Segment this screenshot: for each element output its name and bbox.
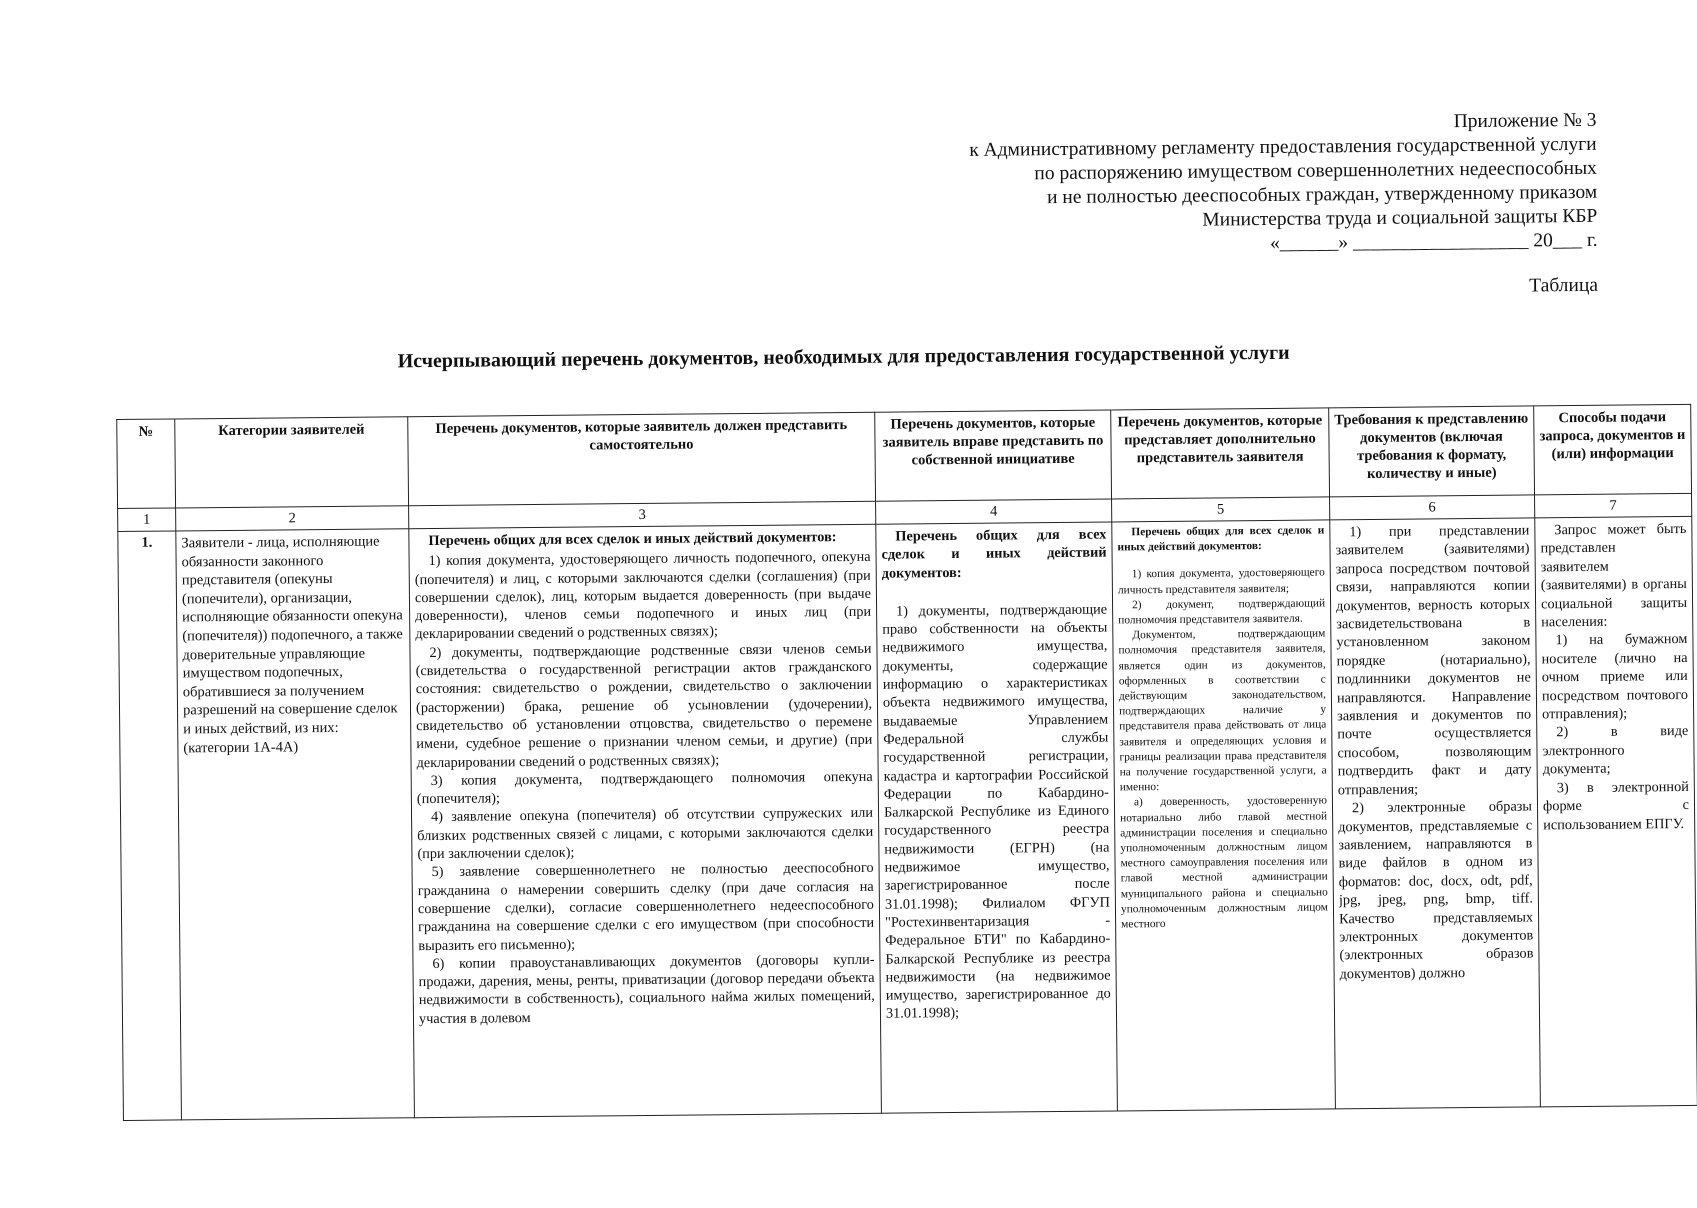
submission-methods-cell — [1535, 516, 1697, 1106]
list-item: 1) копия документа, удостоверяющего личность подопечного, опекуна (попечителя) и лиц, с которыми заключаются сделки (соглашения) (при совершении сделок), лиц, которым выдается доверенность (при выдаче доверенности), членов семьи подопечного и иных лиц (при декларировании сведений о родственных связях); — [414, 549, 872, 643]
appendix-header-line: Приложение № 3 — [1453, 109, 1597, 133]
list-item: 1) копия документа, удостоверяющего личность представителя заявителя; — [1117, 566, 1325, 597]
list-item: 2) документ, подтверждающий полномочия представителя заявителя. — [1118, 597, 1326, 627]
list-item: Запрос может быть представлен заявителем (заявителями) в органы социальной защиты населения: — [1540, 520, 1688, 631]
column-header: Категории заявителей — [175, 417, 409, 508]
list-item: 2) в виде электронного документа; — [1542, 723, 1689, 778]
table-row — [118, 516, 1697, 1120]
list-item: 1) на бумажном носителе (лично на очном приеме или посредством почтового отправления); — [1541, 631, 1689, 723]
category-cell — [176, 529, 415, 1120]
column-header: Перечень документов, которые представляет дополнительно представитель заявителя — [1111, 408, 1330, 499]
list-item: Документом, подтверждающим полномочия представителя заявителя, является один из документов, оформленных в соответствии с действующим законодательством, подтверждающих наличие у представителя права действовать от лица заявителя и определяющих условия и границы реализации права представителя на получение государственной услуги, а именно: — [1118, 627, 1327, 794]
table-header-row — [117, 404, 1692, 508]
list-item: 2) электронные образы документов, представляемые с заявлением, направляются в виде файлов в одном из форматов: doc, docx, odt, pdf, jpg, jpeg, png, bmp, tiff. Качество представляемых электронных документов (электронных образов документов) должно — [1338, 798, 1534, 983]
appendix-header-line: к Административному регламенту предоставления государственной услуги — [969, 133, 1597, 161]
list-heading: Перечень общих для всех сделок и иных действий документов: — [1117, 524, 1325, 554]
optional-documents-cell — [876, 522, 1118, 1113]
column-header: Способы подачи запроса, документов и (или) информации — [1534, 404, 1692, 495]
list-item: а) доверенность, удостоверенную нотариально либо главой местной администрации поселения и специально уполномоченным должностным лицом местного самоуправления поселения или главой местной администрации муниципального района и специально уполномоченным должностным лицом местного — [1120, 794, 1329, 931]
column-header: Перечень документов, которые заявитель вправе представить по собственной инициативе — [875, 410, 1112, 501]
document-title: Исчерпывающий перечень документов, необходимых для предоставления государственной услуги — [397, 341, 1290, 373]
documents-table — [116, 404, 1697, 1121]
list-item: 5) заявление совершеннолетнего не полностью дееспособного гражданина о намерении совершить сделку (при даче согласия на совершение сделки), согласие совершеннолетнего недееспособного гражданина на совершение сделки с его имуществом (при способности выразить его письменно); — [417, 860, 875, 954]
column-number: 1 — [118, 508, 176, 532]
list-item: 6) копии правоустанавливающих документов (договоры купли-продажи, дарения, мены, ренты, приватизации (договор передачи объекта недвижимости в собственность), социального найма жилых помещений, участия в долевом — [418, 951, 875, 1027]
column-number: 5 — [1112, 497, 1330, 522]
appendix-header-line: Министерства труда и социальной защиты КБР — [1202, 205, 1598, 231]
column-number: 6 — [1330, 495, 1535, 520]
appendix-header-line: по распоряжению имуществом совершеннолетних недееспособных — [1034, 157, 1597, 185]
list-item: 3) в электронной форме с использованием ЕПГУ. — [1542, 778, 1690, 833]
submission-requirements — [1335, 521, 1535, 1101]
list-item: 1) документы, подтверждающие право собственности на объекты недвижимого имущества, документы, содержащие информацию о характеристиках объекта недвижимого имущества, выдаваемые Управлением Федеральной службы государственной регистрации, кадастра и картографии Российской Федерации по Кабардино-Балкарской Республике из Единого государственного реестра недвижимости (ЕГРН) (на недвижимое имущество, зарегистрированное после 31.01.1998); Филиалом ФГУП "Ростехинвентаризация - Федеральное БТИ" по Кабардино-Балкарской Республике из реестра недвижимости (на недвижимое имущество, зарегистрированное до 31.01.1998); — [882, 601, 1111, 1023]
appendix-header-line: и не полностью дееспособных граждан, утвержденному приказом — [1046, 181, 1598, 209]
list-item: 3) копия документа, подтверждающего полномочия опекуна (попечителя); — [416, 768, 873, 808]
requirements-cell — [1330, 518, 1541, 1109]
list-item: 1) при представлении заявителем (заявителями) запроса посредством почтовой связи, направляются копии документов, верность которых засвидетельствована в установленном законом порядке (нотариально), подлинники документов не направляются. Направление заявления и документов по почте осуществляется способом, позволяющим подтвердить факт и дату отправления; — [1335, 522, 1532, 799]
required-documents — [414, 528, 876, 1110]
row-number-cell — [118, 531, 182, 1121]
column-number: 3 — [409, 501, 876, 528]
list-item: 2) документы, подтверждающие родственные связи членов семьи (свидетельства о государственной регистрации актов гражданского состояния: свидетельство о рождении, свидетельство о заключении (расторжении) брака, решение об усыновлении (удочерении), свидетельство об установлении отцовства, свидетельство о перемене имени, судебное решение о признании членом семьи, и другие) (при декларировании сведений о родственных связях); — [415, 640, 873, 771]
appendix-header — [836, 109, 1597, 260]
column-number: 7 — [1535, 493, 1692, 518]
date-placeholder: «______» __________________ 20___ г. — [1269, 229, 1598, 254]
table-label: Таблица — [1529, 274, 1599, 297]
list-heading: Перечень общих для всех сделок и иных действий документов: — [881, 526, 1107, 582]
optional-documents — [881, 526, 1112, 1106]
representative-documents-cell — [1112, 520, 1336, 1111]
column-header: Перечень документов, которые заявитель должен представить самостоятельно — [408, 412, 876, 505]
representative-documents — [1117, 523, 1330, 1103]
submission-methods — [1540, 520, 1692, 1099]
applicant-category: Заявители - лица, исполняющие обязанности законного представителя (опекуны (попечители), организации, исполняющие обязанности опекуна (попечителя)) подопечного, а также доверительные управляющие имуществом подопечных, обратившиеся за получением разрешений на совершение сделок и иных действий, из них: (категории 1А-4А) — [181, 533, 403, 756]
row-number: 1. — [141, 534, 153, 551]
list-heading: Перечень общих для всех сделок и иных действий документов: — [428, 529, 837, 550]
column-number: 4 — [876, 499, 1112, 524]
required-documents-cell — [409, 524, 882, 1117]
column-header: № — [117, 419, 176, 509]
column-header: Требования к представлению документов (включая требования к формату, количеству и иные) — [1329, 406, 1535, 497]
column-number: 2 — [176, 506, 409, 531]
list-item: 4) заявление опекуна (попечителя) об отсутствии супружеских или близких родственных связей с лицами, с которыми заключаются сделки (при заключении сделок); — [417, 805, 874, 863]
